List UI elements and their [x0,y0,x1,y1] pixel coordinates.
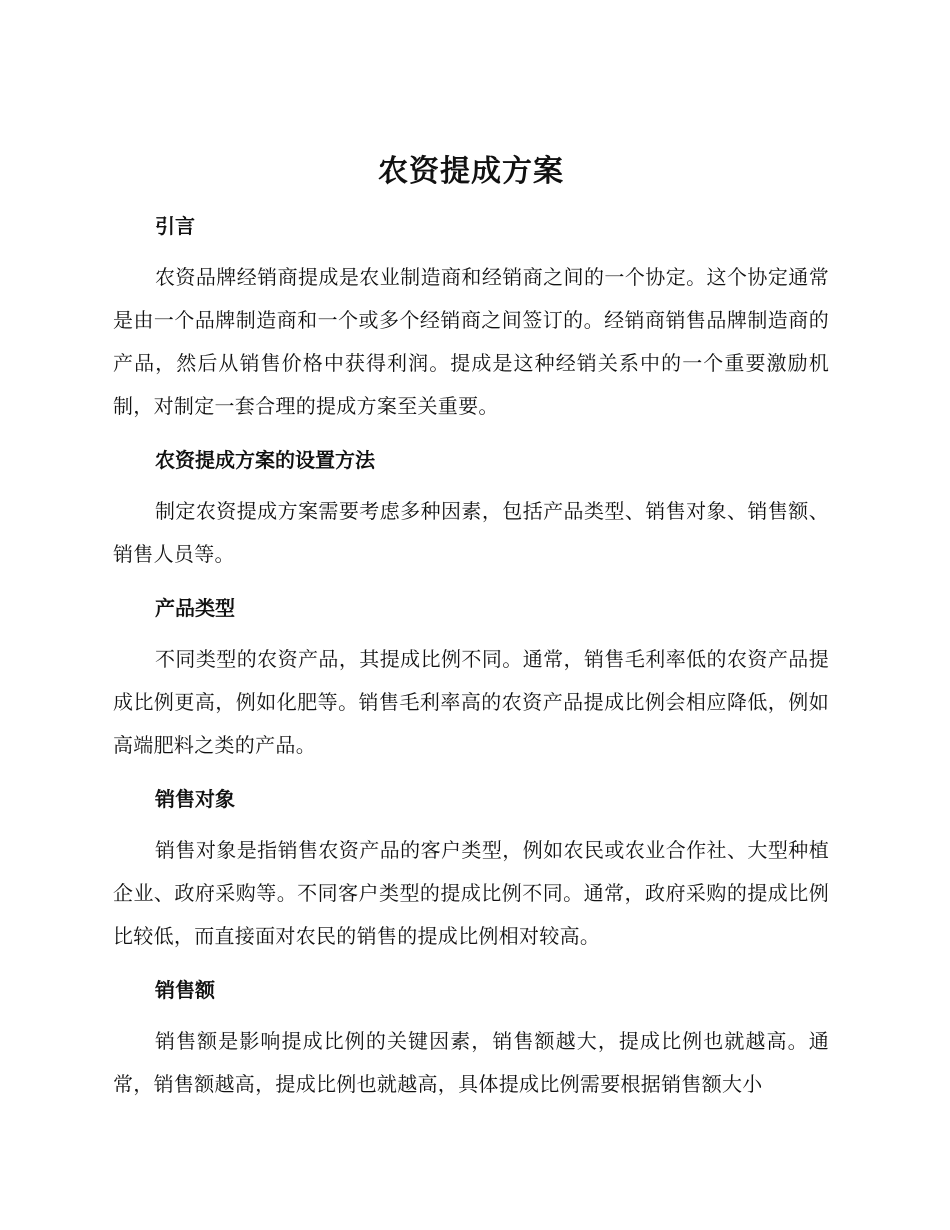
section-paragraph-sales-amount: 销售额是影响提成比例的关键因素，销售额越大，提成比例也就越高。通常，销售额越高，提成比例也就越高，具体提成比例需要根据销售额大小 [113,1029,829,1096]
section-paragraph-sales-target: 销售对象是指销售农资产品的客户类型，例如农民或农业合作社、大型种植企业、政府采购等。不同客户类型的提成比例不同。通常，政府采购的提成比例比较低，而直接面对农民的销售的提成比例相对较高。 [113,838,829,948]
spacer [113,819,829,829]
section-heading-sales-target: 销售对象 [155,787,235,811]
section-paragraph-product-type: 不同类型的农资产品，其提成比例不同。通常，销售毛利率低的农资产品提成比例更高，例如化肥等。销售毛利率高的农资产品提成比例会相应降低，例如高端肥料之类的产品。 [113,647,829,757]
spacer [113,576,829,588]
spacer [113,428,829,440]
section-heading-sales-amount: 销售额 [155,978,215,1002]
spacer [113,480,829,490]
spacer [113,628,829,638]
section-heading-method: 农资提成方案的设置方法 [155,448,375,472]
document-page [113,148,829,1106]
spacer [113,958,829,970]
section-paragraph-method: 制定农资提成方案需要考虑多种因素，包括产品类型、销售对象、销售额、销售人员等。 [113,499,829,566]
spacer [113,196,829,206]
section-paragraph-intro: 农资品牌经销商提成是农业制造商和经销商之间的一个协定。这个协定通常是由一个品牌制造商和一个或多个经销商之间签订的。经销商销售品牌制造商的产品，然后从销售价格中获得利润。提成是这种经销关系中的一个重要激励机制，对制定一套合理的提成方案至关重要。 [113,265,829,418]
section-heading-product-type: 产品类型 [155,596,235,620]
spacer [113,767,829,779]
section-heading-intro: 引言 [155,214,195,238]
spacer [113,1010,829,1020]
document-title: 农资提成方案 [378,154,564,189]
spacer [113,246,829,256]
